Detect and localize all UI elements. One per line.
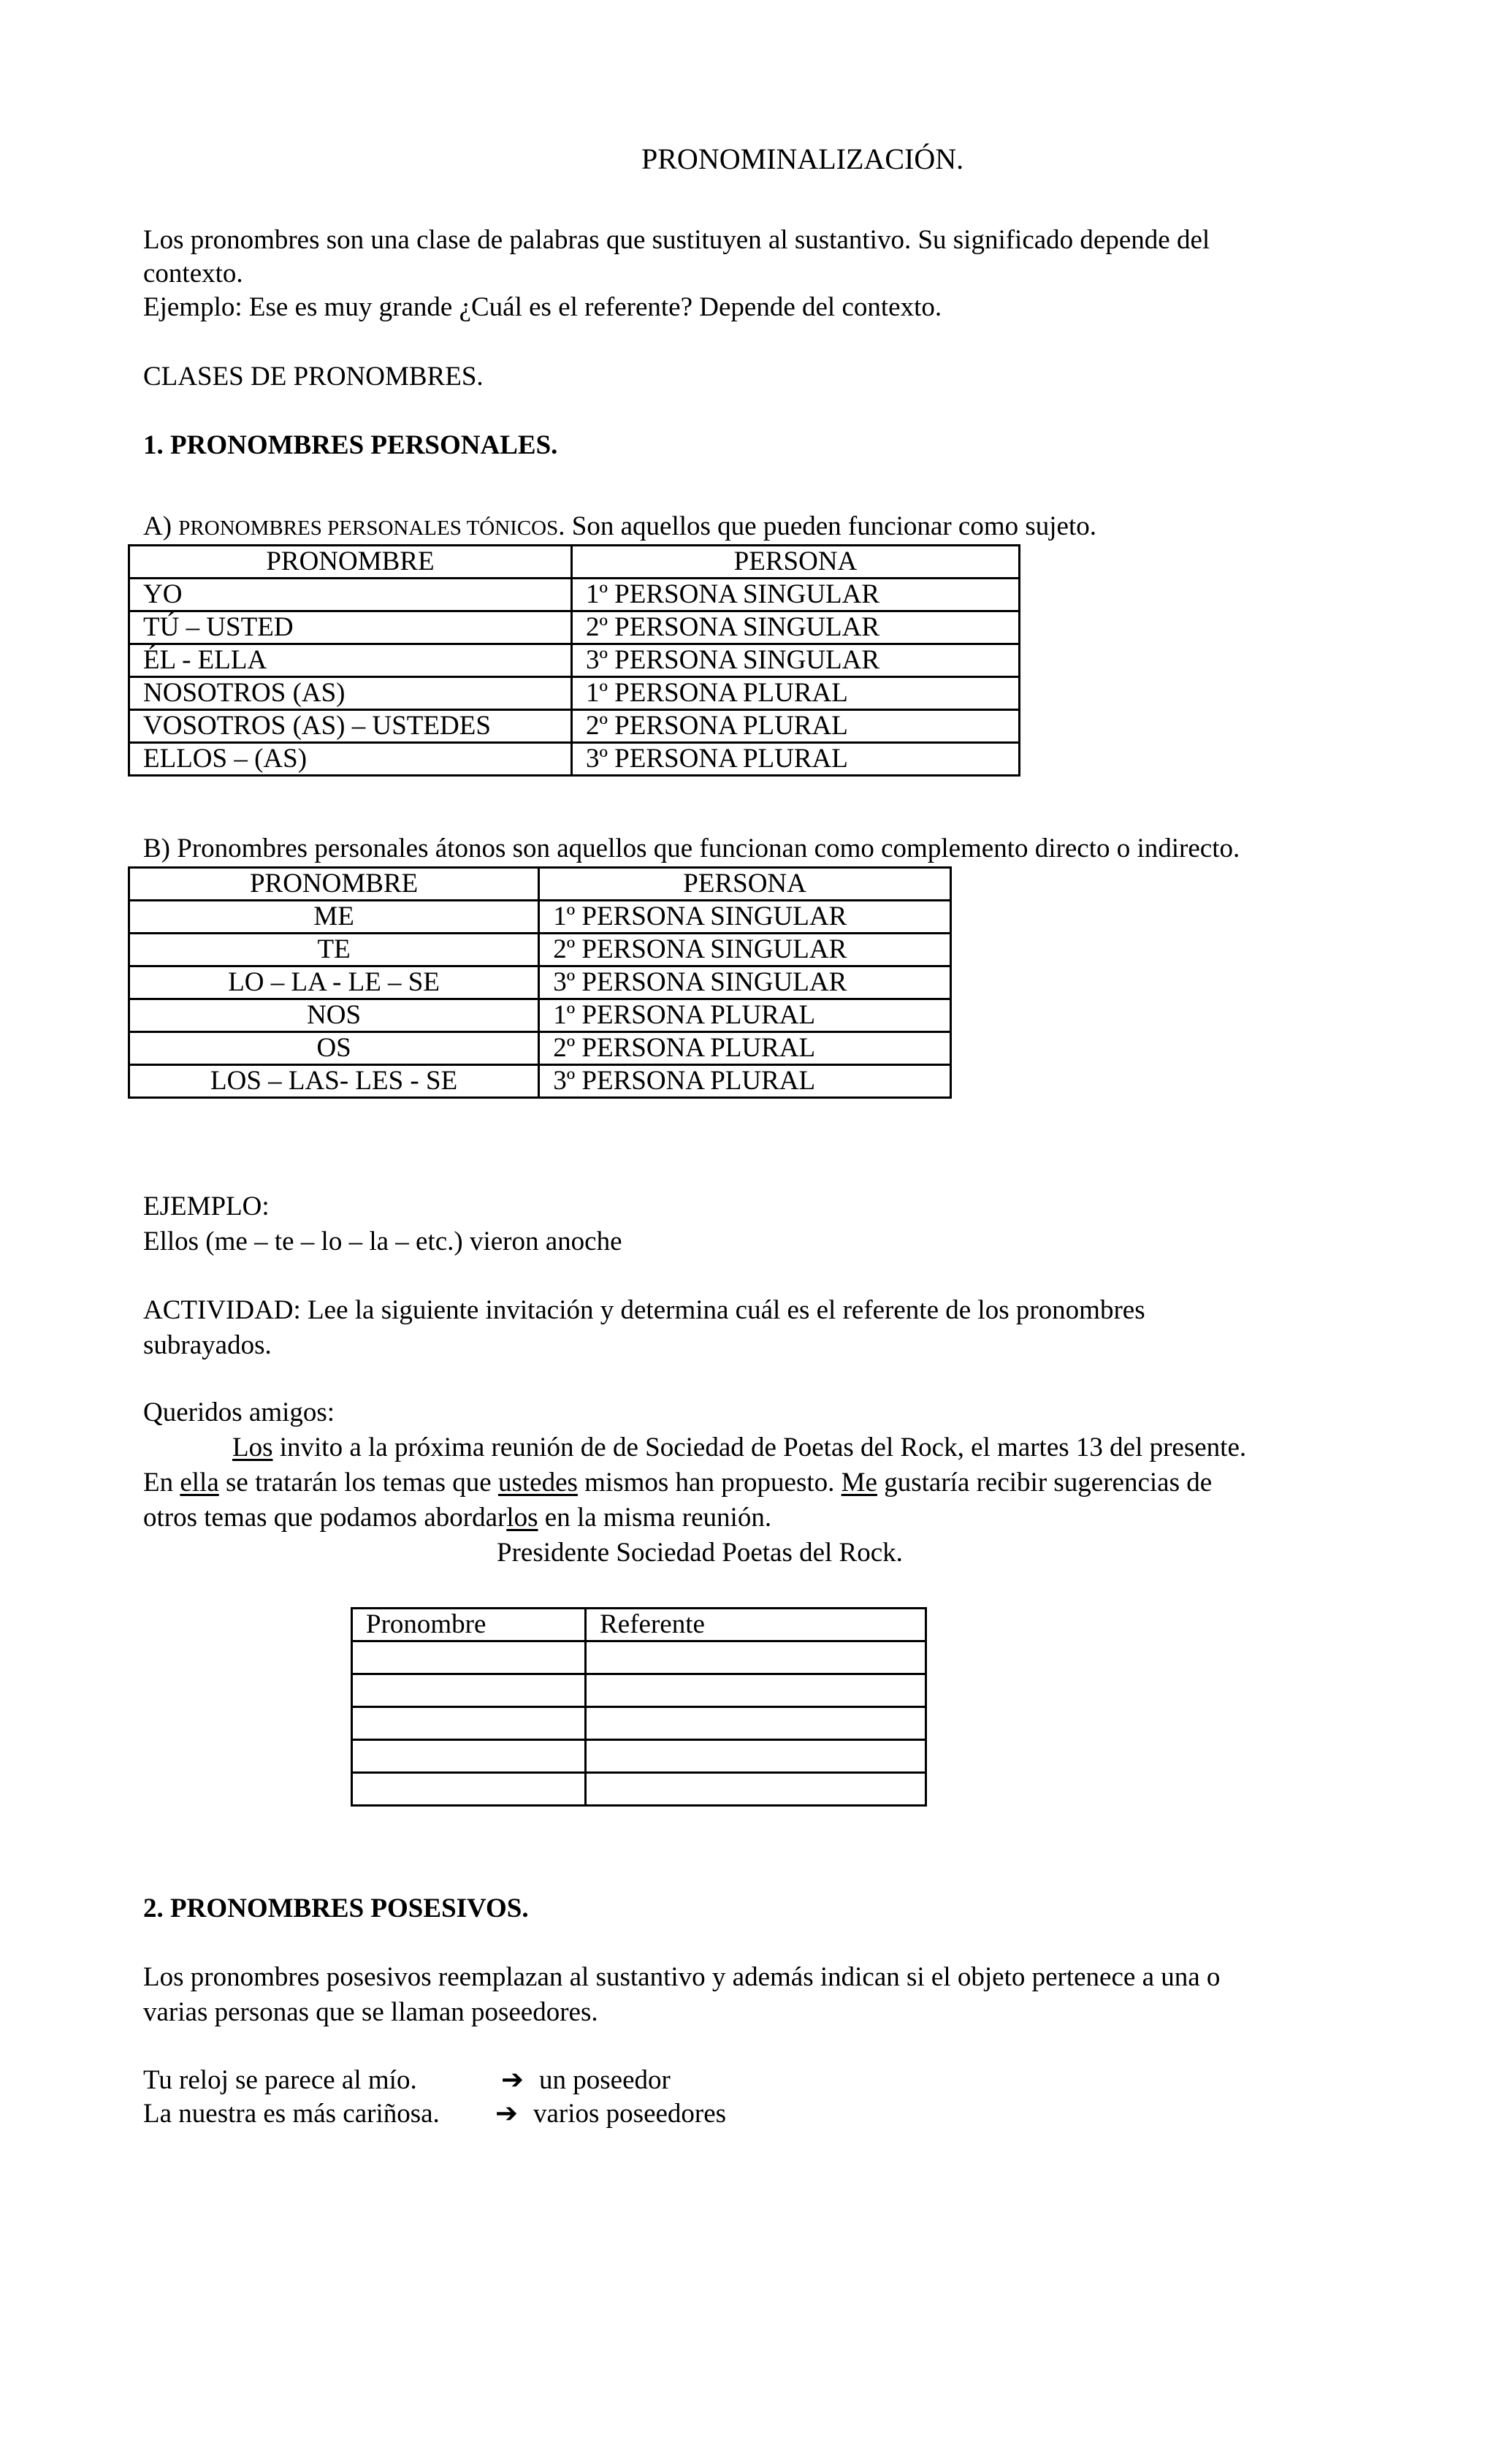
intro-line-2: contexto. xyxy=(143,259,243,289)
letter-signature: Presidente Sociedad Poetas del Rock. xyxy=(497,1538,903,1568)
letter-text: gustaría recibir sugerencias de xyxy=(877,1468,1213,1498)
cell-persona: 3º PERSONA PLURAL xyxy=(571,743,1019,776)
blank-cell[interactable] xyxy=(352,1773,586,1806)
header-persona: PERSONA xyxy=(571,546,1019,579)
clases-heading: CLASES DE PRONOMBRES. xyxy=(143,362,484,392)
table-row xyxy=(352,1740,926,1773)
cell-pronombre: VOSOTROS (AS) – USTEDES xyxy=(129,710,572,743)
header-pronombre: PRONOMBRE xyxy=(129,546,572,579)
atonos-description: B) Pronombres personales átonos son aquellos que funcionan como complemento directo o indirecto. xyxy=(143,834,1240,863)
table-row xyxy=(352,1674,926,1707)
blank-cell[interactable] xyxy=(586,1674,926,1707)
table-row xyxy=(129,934,951,966)
page-title: PRONOMINALIZACIÓN. xyxy=(641,142,964,175)
cell-pronombre: OS xyxy=(129,1032,539,1065)
tonicos-table xyxy=(128,544,1020,777)
table-header-row xyxy=(129,868,951,901)
blank-cell[interactable] xyxy=(586,1641,926,1674)
letter-text: en la misma reunión. xyxy=(538,1503,772,1533)
table-header-row xyxy=(129,546,1020,579)
table-row xyxy=(129,999,951,1032)
posesivos-line-1: Los pronombres posesivos reemplazan al sustantivo y además indican si el objeto pertenece a una o xyxy=(143,1962,1221,1992)
cell-pronombre: NOSOTROS (AS) xyxy=(129,677,572,710)
header-pronombre: PRONOMBRE xyxy=(129,868,539,901)
cell-persona: 2º PERSONA PLURAL xyxy=(571,710,1019,743)
header-pronombre: Pronombre xyxy=(352,1609,586,1641)
table-row xyxy=(129,579,1020,611)
example-sentence: La nuestra es más cariñosa. xyxy=(143,2099,440,2129)
table-row xyxy=(129,743,1020,776)
actividad-line-1: ACTIVIDAD: Lee la siguiente invitación y determina cuál es el referente de los pronombres xyxy=(143,1295,1145,1325)
ejemplo-heading: EJEMPLO: xyxy=(143,1191,270,1221)
cell-pronombre: ELLOS – (AS) xyxy=(129,743,572,776)
section-1-heading: 1. PRONOMBRES PERSONALES. xyxy=(143,430,558,460)
table-row xyxy=(129,1032,951,1065)
cell-persona: 2º PERSONA PLURAL xyxy=(539,1032,951,1065)
table-row xyxy=(129,644,1020,677)
underlined-pronoun: Me xyxy=(841,1468,877,1498)
cell-pronombre: ME xyxy=(129,901,539,934)
actividad-line-2: subrayados. xyxy=(143,1330,272,1360)
ejemplo-text: Ellos (me – te – lo – la – etc.) vieron anoche xyxy=(143,1227,622,1256)
letter-line-2 xyxy=(143,1465,1212,1500)
cell-persona: 3º PERSONA SINGULAR xyxy=(571,644,1019,677)
blank-cell[interactable] xyxy=(586,1740,926,1773)
blank-cell[interactable] xyxy=(352,1740,586,1773)
letter-line-1 xyxy=(232,1430,1246,1465)
table-header-row xyxy=(352,1609,926,1641)
cell-persona: 3º PERSONA PLURAL xyxy=(539,1065,951,1098)
cell-persona: 1º PERSONA PLURAL xyxy=(571,677,1019,710)
tonicos-description xyxy=(143,509,1096,546)
tonicos-label: PRONOMBRES PERSONALES TÓNICOS xyxy=(178,516,559,540)
table-row xyxy=(352,1773,926,1806)
table-row xyxy=(352,1707,926,1740)
atonos-table xyxy=(128,866,952,1099)
letter-text: se tratarán los temas que xyxy=(218,1468,498,1498)
underlined-pronoun: los xyxy=(506,1503,538,1533)
blank-cell[interactable] xyxy=(586,1773,926,1806)
table-row xyxy=(129,677,1020,710)
header-referente: Referente xyxy=(586,1609,926,1641)
letter-greeting: Queridos amigos: xyxy=(143,1397,335,1427)
header-persona: PERSONA xyxy=(539,868,951,901)
arrow-right-icon: ➔ xyxy=(495,2099,519,2129)
letter-text: mismos han propuesto. xyxy=(577,1468,842,1498)
example-result: varios poseedores xyxy=(533,2099,727,2129)
cell-persona: 1º PERSONA SINGULAR xyxy=(539,901,951,934)
example-result: un poseedor xyxy=(539,2065,671,2095)
cell-pronombre: TE xyxy=(129,934,539,966)
cell-pronombre: YO xyxy=(129,579,572,611)
table-row xyxy=(352,1641,926,1674)
underlined-pronoun: ella xyxy=(180,1468,219,1498)
blank-cell[interactable] xyxy=(352,1674,586,1707)
table-row xyxy=(129,966,951,999)
letter-text: En xyxy=(143,1468,180,1498)
cell-persona: 1º PERSONA PLURAL xyxy=(539,999,951,1032)
intro-line-1: Los pronombres son una clase de palabras que sustituyen al sustantivo. Su significado depende del xyxy=(143,225,1210,255)
tonicos-prefix: A) xyxy=(143,511,179,541)
cell-persona: 1º PERSONA SINGULAR xyxy=(571,579,1019,611)
letter-line-3 xyxy=(143,1500,771,1536)
cell-pronombre: ÉL - ELLA xyxy=(129,644,572,677)
example-sentence: Tu reloj se parece al mío. xyxy=(143,2065,417,2095)
underlined-pronoun: ustedes xyxy=(497,1468,578,1498)
cell-pronombre: LOS – LAS- LES - SE xyxy=(129,1065,539,1098)
tonicos-text: . Son aquellos que pueden funcionar como sujeto. xyxy=(558,511,1097,541)
posesivos-line-2: varias personas que se llaman poseedores. xyxy=(143,1997,598,2027)
blank-cell[interactable] xyxy=(586,1707,926,1740)
cell-persona: 2º PERSONA SINGULAR xyxy=(539,934,951,966)
section-2-heading: 2. PRONOMBRES POSESIVOS. xyxy=(143,1893,529,1923)
cell-persona: 3º PERSONA SINGULAR xyxy=(539,966,951,999)
cell-pronombre: LO – LA - LE – SE xyxy=(129,966,539,999)
underlined-pronoun: Los xyxy=(232,1433,273,1462)
cell-pronombre: NOS xyxy=(129,999,539,1032)
arrow-right-icon: ➔ xyxy=(501,2065,524,2095)
table-row xyxy=(129,901,951,934)
letter-text: invito a la próxima reunión de de Sociedad de Poetas del Rock, el martes 13 del presente. xyxy=(272,1433,1247,1462)
table-row xyxy=(129,710,1020,743)
table-row xyxy=(129,1065,951,1098)
blank-cell[interactable] xyxy=(352,1641,586,1674)
table-row xyxy=(129,611,1020,644)
answer-table xyxy=(351,1607,927,1807)
letter-text: otros temas que podamos abordar xyxy=(143,1503,507,1533)
cell-persona: 2º PERSONA SINGULAR xyxy=(571,611,1019,644)
intro-example: Ejemplo: Ese es muy grande ¿Cuál es el referente? Depende del contexto. xyxy=(143,292,942,322)
blank-cell[interactable] xyxy=(352,1707,586,1740)
cell-pronombre: TÚ – USTED xyxy=(129,611,572,644)
